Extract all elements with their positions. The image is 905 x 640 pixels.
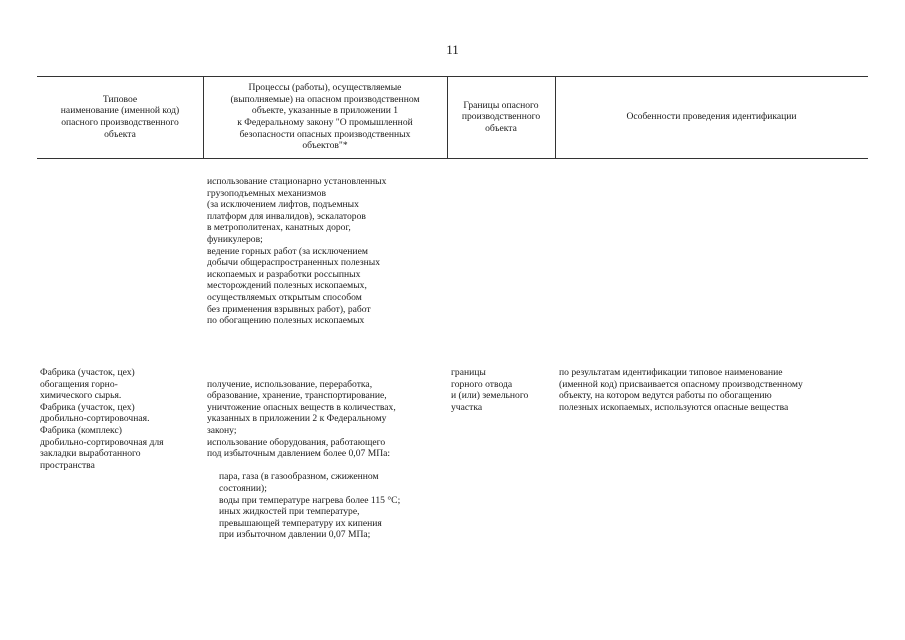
table-header-bottom-border [37, 158, 868, 159]
row-processes [207, 367, 447, 553]
header-processes [203, 76, 447, 158]
row-identification: по результатам идентификации типовое наименование (именной код) присваивается опасному производственному объекту, на котором ведутся работы по обогащению полезных ископаемых, используются опасные вещества [559, 367, 803, 413]
header-processes-text: Процессы (работы), осуществляемые (выполняемые) на опасном производственном объекте, указанные в приложении 1 к Федеральному закону "О промышленной безопасности опасных производственных объектов"* [230, 82, 420, 152]
header-object-name-text: Типовое наименование (именной код) опасного производственного объекта [60, 93, 180, 140]
row-processes-main: получение, использование, переработка, образование, хранение, транспортирование, уничтожение опасных веществ в количествах, указанных в приложении 2 к Федеральному закону; использование оборудования, работающего под избыточным давлением более 0,07 МПа: [207, 378, 396, 460]
header-boundaries [447, 76, 555, 158]
row-boundaries: границы горного отвода и (или) земельного участка [451, 367, 529, 413]
header-boundaries-text: Границы опасного производственного объекта [461, 99, 541, 134]
continuation-processes: использование стационарно установленных грузоподъемных механизмов (за исключением лифтов, подъемных платформ для инвалидов), эскалаторов в метрополитенах, канатных дорог, фуникулеров; ведение горных работ (за исключением добычи общераспространенных полезных ископаемых и разработки россыпных месторождений полезных ископаемых, осуществляемых открытым способом без применения взрывных работ), работ по обогащению полезных ископаемых [207, 176, 387, 327]
header-identification [555, 76, 868, 158]
row-object-name: Фабрика (участок, цех) обогащения горно- химического сырья. Фабрика (участок, цех) дробильно-сортировочная. Фабрика (комплекс) дробильно-сортировочная для закладки выработанного пространства [40, 367, 164, 471]
header-object-name [37, 76, 203, 158]
header-identification-text: Особенности проведения идентификации [626, 111, 797, 123]
row-processes-sub: пара, газа (в газообразном, сжиженном состоянии); воды при температуре нагрева более 115 °С; иных жидкостей при температуре, превышающей температуру их кипения при избыточном давлении 0,07 МПа; [219, 471, 401, 541]
page-number: 11 [446, 42, 459, 57]
